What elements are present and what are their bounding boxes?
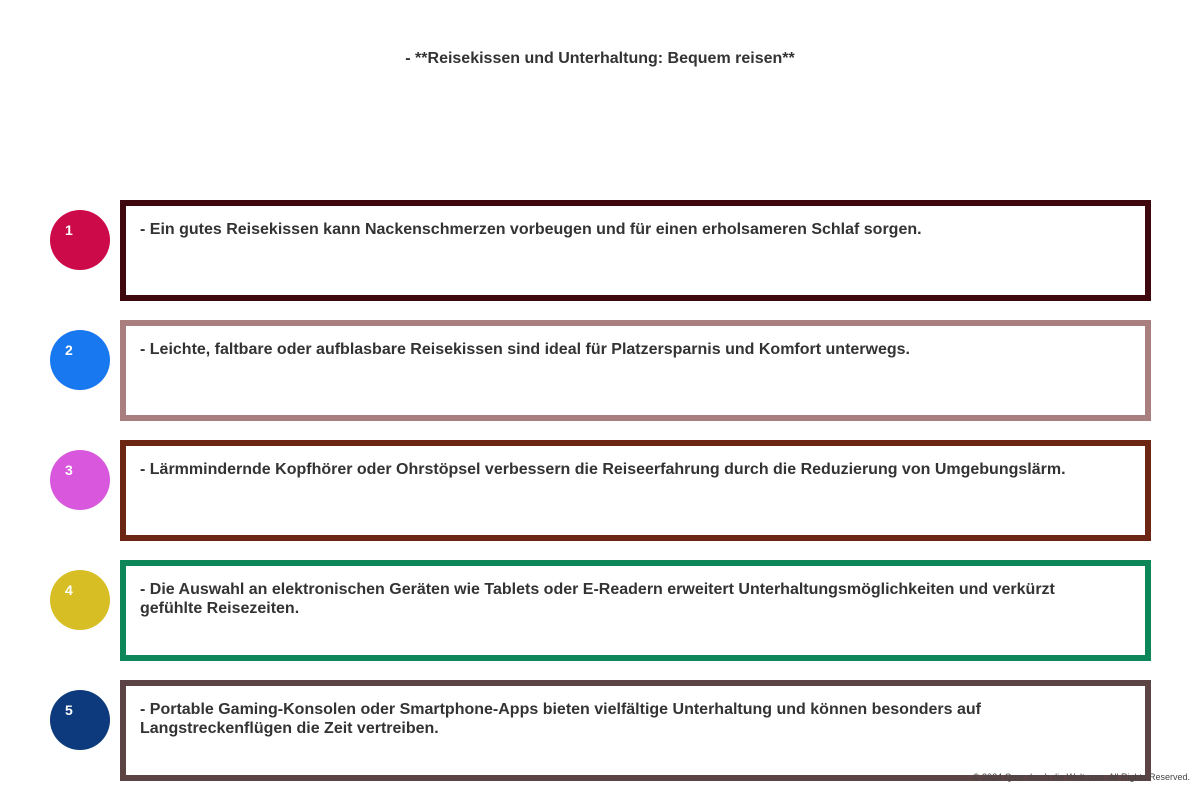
- list-item: [0, 200, 1200, 300]
- item-text: - Lärmmindernde Kopfhörer oder Ohrstöpsel verbessern die Reiseerfahrung durch die Reduzierung von Umgebungslärm.: [140, 461, 1066, 478]
- number-badge-circle: [50, 330, 110, 390]
- number-badge-circle: [50, 450, 110, 510]
- number-badge-label: 2: [65, 342, 73, 358]
- list-item: [0, 560, 1200, 660]
- number-badge-label: 1: [65, 222, 73, 238]
- item-text: - Ein gutes Reisekissen kann Nackenschmerzen vorbeugen und für einen erholsameren Schlaf sorgen.: [140, 221, 922, 238]
- item-text: - Die Auswahl an elektronischen Geräten wie Tablets oder E-Readern erweitert Unterhaltungsmöglichkeiten und verkürzt gefühlte Reisezeiten.: [140, 581, 1055, 617]
- list-item: [0, 440, 1200, 540]
- number-badge-label: 4: [65, 582, 73, 598]
- number-badge-circle: [50, 570, 110, 630]
- copyright-footer: © 2024 Quer durch die Welt.com. All Rights Reserved.: [972, 772, 1190, 782]
- page-title: - **Reisekissen und Unterhaltung: Bequem reisen**: [405, 50, 795, 67]
- item-text-box: [120, 200, 1151, 301]
- list-item: [0, 680, 1200, 780]
- number-badge-label: 3: [65, 462, 73, 478]
- item-text-box: [120, 440, 1151, 541]
- number-badge-circle: [50, 690, 110, 750]
- item-text-box: [120, 320, 1151, 421]
- list-item: [0, 320, 1200, 420]
- number-badge-label: 5: [65, 702, 73, 718]
- number-badge-circle: [50, 210, 110, 270]
- item-text: - Leichte, faltbare oder aufblasbare Reisekissen sind ideal für Platzersparnis und Komfort unterwegs.: [140, 341, 910, 358]
- item-text: - Portable Gaming-Konsolen oder Smartphone-Apps bieten vielfältige Unterhaltung und können besonders auf Langstreckenflügen die Zeit vertreiben.: [140, 701, 981, 737]
